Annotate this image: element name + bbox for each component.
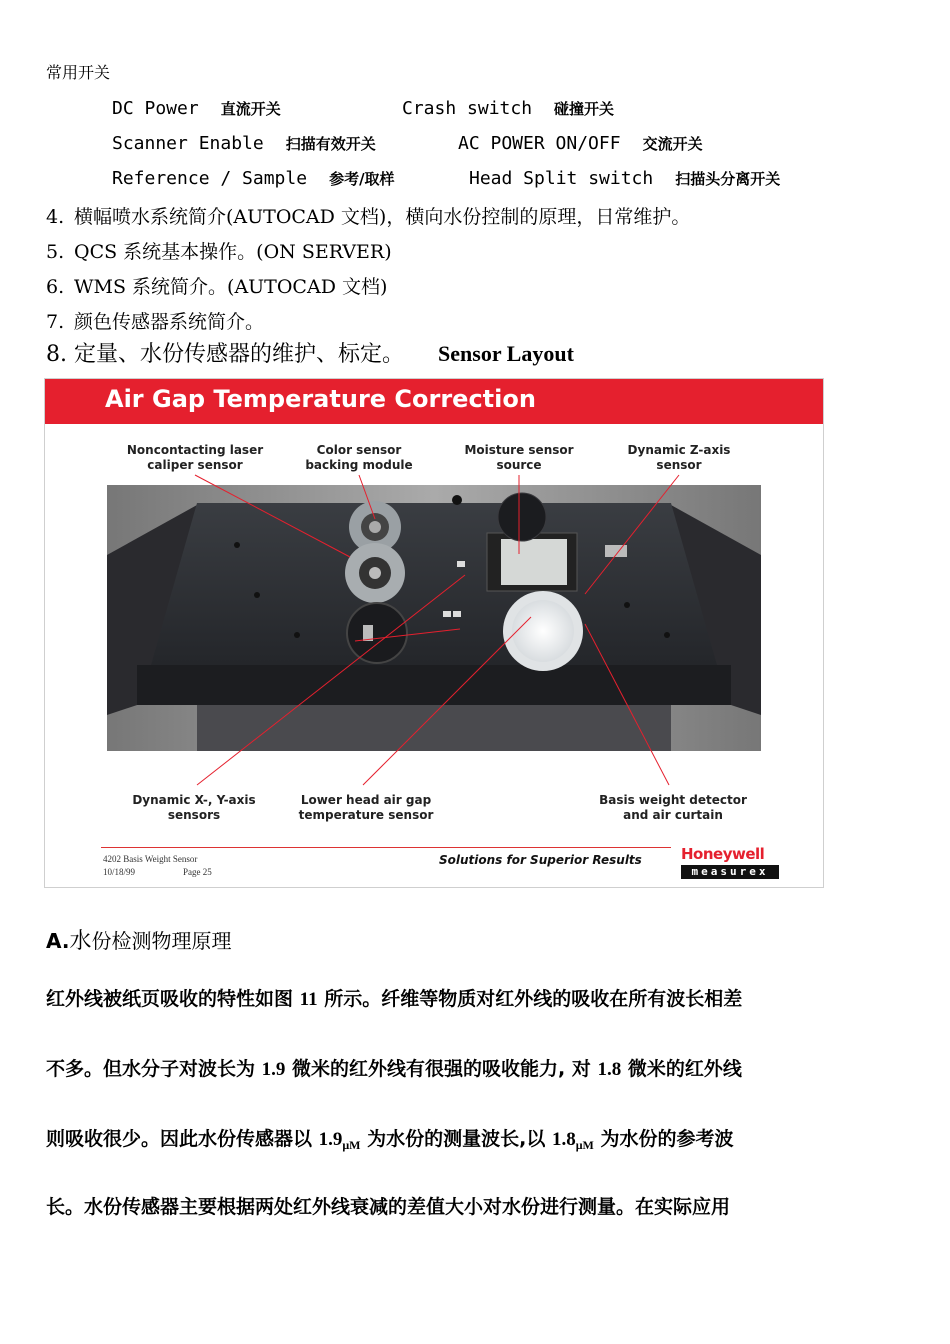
label-basis-weight: Basis weight detector and air curtain — [599, 793, 747, 822]
list-item — [46, 307, 264, 334]
switch-row — [112, 133, 376, 154]
honeywell-logo: Honeywell measurex — [681, 845, 779, 879]
switch-name-cn: 交流开关 — [642, 135, 703, 153]
paragraph-line: 长。水份传感器主要根据两处红外线衰减的差值大小对水份进行测量。在实际应用 — [46, 1196, 731, 1218]
label-laser-caliper: Noncontacting laser caliper sensor — [126, 443, 264, 472]
paragraph-line: 则吸收很少。因此水份传感器以 $1.9_{\mu M}$ 为水份的测量波长,以 $1.8_{\mu M}$ 为水份的参考波 — [46, 1128, 734, 1152]
list-text: 横幅喷水系统简介(AUTOCAD 文档)，横向水份控制的原理，日常维护。 — [74, 206, 691, 228]
list-number: 4. — [46, 206, 65, 228]
switch-row — [112, 168, 395, 189]
figure-tagline: Solutions for Superior Results — [439, 853, 642, 867]
switch-row — [112, 98, 281, 119]
switch-name-cn: 直流开关 — [220, 100, 281, 118]
switch-name-en: Head Split switch — [469, 168, 654, 189]
paragraph-line: 不多。但水分子对波长为 1.9 微米的红外线有很强的吸收能力, 对 1.8 微米的红外线 — [46, 1058, 742, 1080]
label-air-gap-temp: Lower head air gap temperature sensor — [298, 793, 434, 822]
sensor-layout-figure — [44, 378, 824, 888]
list-number: 7. — [46, 311, 65, 333]
switch-name-cn: 碰撞开关 — [554, 100, 615, 118]
switch-name-cn: 扫描有效开关 — [285, 135, 376, 153]
label-z-axis: Dynamic Z-axis sensor — [627, 443, 731, 472]
sensor-layout-label: Sensor Layout — [438, 341, 574, 366]
switch-row-right — [458, 133, 703, 154]
switch-name-en: AC POWER ON/OFF — [458, 133, 621, 154]
footer-divider — [101, 847, 671, 848]
switch-name-en: Scanner Enable — [112, 133, 264, 154]
label-color-sensor: Color sensor backing module — [305, 443, 413, 472]
label-moisture-source: Moisture sensor source — [464, 443, 574, 472]
switch-name-en: Crash switch — [402, 98, 533, 119]
section-heading: A.水份检测物理原理 — [46, 929, 232, 954]
switch-name-cn: 扫描头分离开关 — [675, 170, 781, 188]
figure-footer-meta: 4202 Basis Weight Sensor 10/18/99 Page 25 — [103, 854, 212, 877]
list-text: WMS 系统简介。(AUTOCAD 文档) — [74, 276, 388, 298]
list-item — [46, 237, 392, 264]
list-number: 6. — [46, 276, 65, 298]
switch-name-en: Reference / Sample — [112, 168, 308, 189]
switch-row-right — [402, 98, 614, 119]
list-item — [46, 337, 574, 368]
switch-name-cn: 参考/取样 — [329, 170, 395, 188]
paragraph-line: 红外线被纸页吸收的特性如图 11 所示。纤维等物质对红外线的吸收在所有波长相差 — [46, 988, 743, 1010]
list-item — [46, 202, 690, 229]
section-title: 常用开关 — [46, 63, 111, 82]
list-item — [46, 272, 387, 299]
list-text: QCS 系统基本操作。(ON SERVER) — [74, 241, 392, 263]
switch-name-en: DC Power — [112, 98, 199, 119]
label-xy-axis: Dynamic X-, Y-axis sensors — [132, 793, 256, 822]
figure-title: Air Gap Temperature Correction — [105, 385, 536, 413]
switch-row-right — [469, 168, 780, 189]
list-number: 8. — [46, 342, 67, 367]
list-number: 5. — [46, 241, 65, 263]
list-text: 颜色传感器系统简介。 — [74, 311, 265, 333]
list-text: 定量、水份传感器的维护、标定。 — [74, 342, 405, 367]
